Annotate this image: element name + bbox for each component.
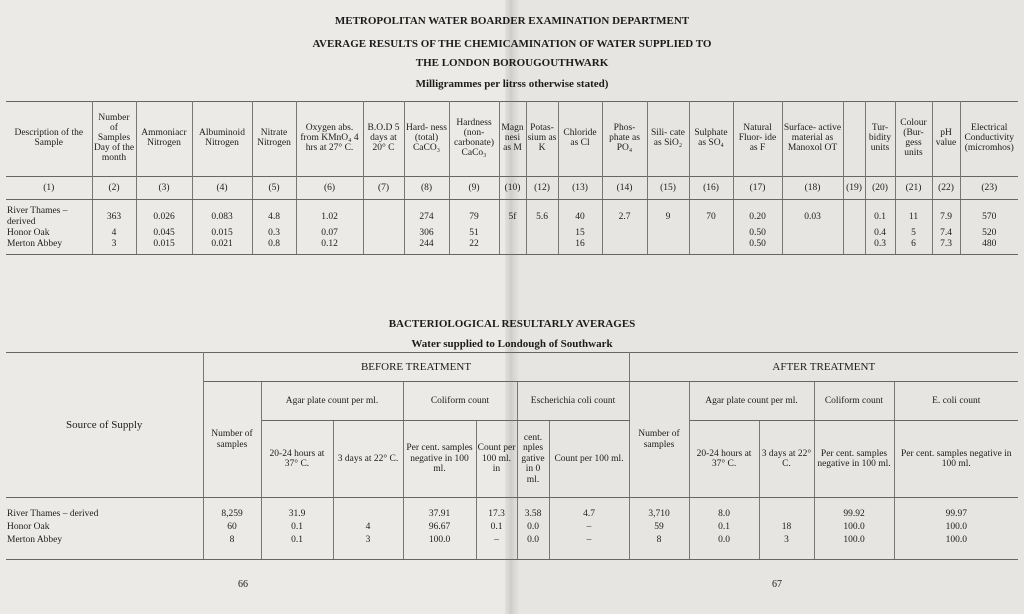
table-cell: 0.03	[782, 200, 843, 229]
table-cell: 0.021	[192, 239, 252, 255]
table-cell: 51	[449, 228, 499, 239]
table-cell: 18	[759, 521, 814, 534]
column-header	[843, 102, 865, 177]
table-cell: 2.7	[602, 200, 647, 229]
table-cell: 8	[203, 534, 261, 560]
column-number: (14)	[602, 177, 647, 200]
column-header: Description of the Sample	[6, 102, 92, 177]
table-cell	[333, 498, 403, 522]
table-cell	[526, 228, 558, 239]
table-cell: 22	[449, 239, 499, 255]
column-header: Natural Fluor- ide as F	[733, 102, 782, 177]
table-cell	[526, 239, 558, 255]
column-header: Surface- active material as Manoxol OT	[782, 102, 843, 177]
table-cell	[363, 200, 404, 229]
after-ecoli-count-header: E. coli count	[894, 382, 1018, 421]
table-cell: 4.8	[252, 200, 296, 229]
table-cell: 100.0	[814, 534, 894, 560]
bacteriological-subtitle: Water supplied to Londough of Southwark	[411, 338, 613, 350]
column-number: (23)	[960, 177, 1018, 200]
column-header: Sulphate as SO₄	[689, 102, 733, 177]
column-header: Albuminoid Nitrogen	[192, 102, 252, 177]
subheader-cell: cent. nples gative in 0 ml.	[517, 421, 549, 498]
column-header: Electrical Conductivity (micromhos)	[960, 102, 1018, 177]
table-cell: 5f	[499, 200, 526, 229]
column-number: (15)	[647, 177, 689, 200]
sample-description: Merton Abbey	[6, 239, 92, 255]
table-row	[6, 534, 1018, 560]
table-header-row	[6, 102, 1018, 177]
table-cell: 17.3	[476, 498, 517, 522]
column-number: (3)	[136, 177, 192, 200]
table-cell	[782, 239, 843, 255]
table-cell: 59	[629, 521, 689, 534]
table-cell: 7.3	[932, 239, 960, 255]
column-number: (5)	[252, 177, 296, 200]
column-number: (19)	[843, 177, 865, 200]
table-cell: 8,259	[203, 498, 261, 522]
column-number: (16)	[689, 177, 733, 200]
subheader-cell: 20-24 hours at 37° C.	[689, 421, 759, 498]
column-header: Phos- phate as PO₄	[602, 102, 647, 177]
table-cell: 4	[333, 521, 403, 534]
column-header: Hard- ness (total) CaCO₃	[404, 102, 449, 177]
table-cell: 0.0	[689, 534, 759, 560]
table-cell	[647, 239, 689, 255]
table-cell: 274	[404, 200, 449, 229]
table-cell: 5	[895, 228, 932, 239]
table-row	[6, 200, 1018, 229]
column-number: (17)	[733, 177, 782, 200]
source-of-supply-header: Source of Supply	[6, 353, 203, 498]
table-cell: 0.8	[252, 239, 296, 255]
column-header: Chloride as Cl	[558, 102, 602, 177]
table-cell: 4	[92, 228, 136, 239]
table-cell: 100.0	[894, 534, 1018, 560]
escherichia-coli-header: Escherichia coli count	[517, 382, 629, 421]
column-header: Oxygen abs. from KMnO₄ 4 hrs at 27° C.	[296, 102, 363, 177]
column-number: (18)	[782, 177, 843, 200]
table-cell: 0.0	[517, 521, 549, 534]
table-cell: 7.9	[932, 200, 960, 229]
table-cell: 0.0	[517, 534, 549, 560]
column-number: (9)	[449, 177, 499, 200]
column-number: (22)	[932, 177, 960, 200]
before-treatment-header: BEFORE TREATMENT	[203, 353, 629, 382]
table-cell: 0.20	[733, 200, 782, 229]
table-cell: 1.02	[296, 200, 363, 229]
table-cell	[499, 228, 526, 239]
table-cell: 306	[404, 228, 449, 239]
source-name: Honor Oak	[6, 521, 203, 534]
column-number-row	[6, 177, 1018, 200]
table-cell: 3	[92, 239, 136, 255]
title-line-3: THE LONDON BOROUGOUTHWARK	[415, 57, 609, 69]
subheader-cell: Count per 100 ml. in	[476, 421, 517, 498]
table-cell: 31.9	[261, 498, 333, 522]
table-cell	[843, 228, 865, 239]
sample-description: Honor Oak	[6, 228, 92, 239]
table-cell: 8	[629, 534, 689, 560]
column-number: (6)	[296, 177, 363, 200]
table-cell: 99.92	[814, 498, 894, 522]
table-cell: 3.58	[517, 498, 549, 522]
table-cell: 5.6	[526, 200, 558, 229]
subheader-cell: Per cent. samples negative in 100 ml.	[403, 421, 476, 498]
table-cell: 8.0	[689, 498, 759, 522]
table-cell: 570	[982, 211, 997, 222]
table-cell: 0.1	[476, 521, 517, 534]
title-line-1: METROPOLITAN WATER BOARDER EXAMINATION DEPARTMENT	[334, 15, 690, 27]
table-cell: 480	[960, 239, 1018, 255]
subheader-cell: 3 days at 22° C.	[759, 421, 814, 498]
column-number: (10)	[499, 177, 526, 200]
table-cell: 11	[895, 200, 932, 229]
table-cell: 520	[982, 228, 997, 238]
table-cell: 363	[92, 200, 136, 229]
column-number: (20)	[865, 177, 895, 200]
source-name: Merton Abbey	[6, 534, 203, 560]
table-cell: 37.91	[403, 498, 476, 522]
table-cell: 16	[558, 239, 602, 255]
table-row	[6, 239, 1018, 255]
table-cell: 9	[647, 200, 689, 229]
after-treatment-header: AFTER TREATMENT	[629, 353, 1018, 382]
table-cell: 60	[203, 521, 261, 534]
table-cell: 0.12	[296, 239, 363, 255]
table-cell: 96.67	[403, 521, 476, 534]
table-cell: 0.045	[136, 228, 192, 239]
column-header: Hardness (non- carbonate) CaCo₃	[449, 102, 499, 177]
column-header: Sili- cate as SiO₂	[647, 102, 689, 177]
table-cell: 70	[689, 200, 733, 229]
coliform-count-header: Coliform count	[403, 382, 517, 421]
table-cell: 99.97	[945, 509, 967, 519]
table-row	[6, 228, 1018, 239]
column-number: (13)	[558, 177, 602, 200]
agar-plate-count-header: Agar plate count per ml.	[261, 382, 403, 421]
table-cell	[602, 228, 647, 239]
title-line-4: Milligrammes per litrss otherwise stated)	[415, 78, 609, 90]
table-cell: 4.7	[549, 498, 629, 522]
table-cell: 0.07	[296, 228, 363, 239]
table-cell	[759, 498, 814, 522]
table-cell: 0.50	[733, 239, 782, 255]
table-cell: 0.083	[192, 200, 252, 229]
source-name: River Thames – derived	[6, 498, 203, 522]
table-cell: –	[549, 534, 629, 560]
table-row	[6, 521, 1018, 534]
number-of-samples-header: Number of samples	[203, 382, 261, 498]
table-cell: 0.3	[252, 228, 296, 239]
table-cell	[843, 239, 865, 255]
column-number: (1)	[6, 177, 92, 200]
column-number: (7)	[363, 177, 404, 200]
column-number: (4)	[192, 177, 252, 200]
table-cell: 0.026	[136, 200, 192, 229]
table-cell: 40	[558, 200, 602, 229]
table-cell: 6	[895, 239, 932, 255]
table-cell	[689, 228, 733, 239]
column-header: B.O.D 5 days at 20° C	[363, 102, 404, 177]
table-cell	[689, 239, 733, 255]
table-cell	[843, 200, 865, 229]
column-header: Number of Samples Day of the month	[92, 102, 136, 177]
subheader-cell: Count per 100 ml.	[549, 421, 629, 498]
table-cell: –	[476, 534, 517, 560]
table-cell: 0.015	[136, 239, 192, 255]
sample-description: River Thames – derived	[6, 200, 92, 229]
table-cell: –	[549, 521, 629, 534]
table-cell: 3,710	[629, 498, 689, 522]
page-number-left: 66	[238, 579, 248, 590]
table-cell: 3	[759, 534, 814, 560]
column-header: Colour (Bur- gess units	[895, 102, 932, 177]
column-header: Tur- bidity units	[865, 102, 895, 177]
table-cell: 3	[333, 534, 403, 560]
after-number-of-samples-header: Number of samples	[629, 382, 689, 498]
table-cell	[363, 239, 404, 255]
table-cell: 0.3	[865, 239, 895, 255]
table-cell	[602, 239, 647, 255]
page-number-right: 67	[772, 579, 782, 590]
table-cell: 100.0	[403, 534, 476, 560]
subheader-cell: 20-24 hours at 37° C.	[261, 421, 333, 498]
table-cell	[363, 228, 404, 239]
table-cell: 0.1	[261, 521, 333, 534]
table-cell: 15	[558, 228, 602, 239]
column-header: pH value	[932, 102, 960, 177]
chemical-results-table	[6, 101, 1018, 255]
table-cell: 244	[404, 239, 449, 255]
column-number: (8)	[404, 177, 449, 200]
subheader-cell: 3 days at 22° C.	[333, 421, 403, 498]
table-row	[6, 498, 1018, 522]
table-cell	[499, 239, 526, 255]
table-cell: 79	[449, 200, 499, 229]
table-cell: 0.1	[261, 534, 333, 560]
after-coliform-count-header: Coliform count	[814, 382, 894, 421]
column-header: Ammoniacr Nitrogen	[136, 102, 192, 177]
table-cell: 100.0	[945, 522, 967, 532]
bacteriological-title: BACTERIOLOGICAL RESULTARLY AVERAGES	[388, 318, 636, 330]
column-header: Nitrate Nitrogen	[252, 102, 296, 177]
table-cell: 0.50	[733, 228, 782, 239]
column-number: (12)	[526, 177, 558, 200]
column-number: (21)	[895, 177, 932, 200]
subheader-cell: Per cent. samples negative in 100 ml.	[894, 421, 1018, 498]
table-cell: 100.0	[814, 521, 894, 534]
table-cell: 0.1	[689, 521, 759, 534]
column-number: (2)	[92, 177, 136, 200]
bacteriological-table	[6, 352, 1018, 560]
table-cell: 0.4	[865, 228, 895, 239]
after-agar-plate-count-header: Agar plate count per ml.	[689, 382, 814, 421]
table-cell: 0.015	[192, 228, 252, 239]
subheader-cell: Per cent. samples negative in 100 ml.	[814, 421, 894, 498]
table-cell	[647, 228, 689, 239]
column-header: Magn nesi as M	[499, 102, 526, 177]
title-line-2: AVERAGE RESULTS OF THE CHEMICAMINATION OF WATER SUPPLIED TO	[312, 38, 712, 50]
table-cell	[782, 228, 843, 239]
column-header: Potas- sium as K	[526, 102, 558, 177]
table-cell: 0.1	[865, 200, 895, 229]
table-cell: 7.4	[932, 228, 960, 239]
